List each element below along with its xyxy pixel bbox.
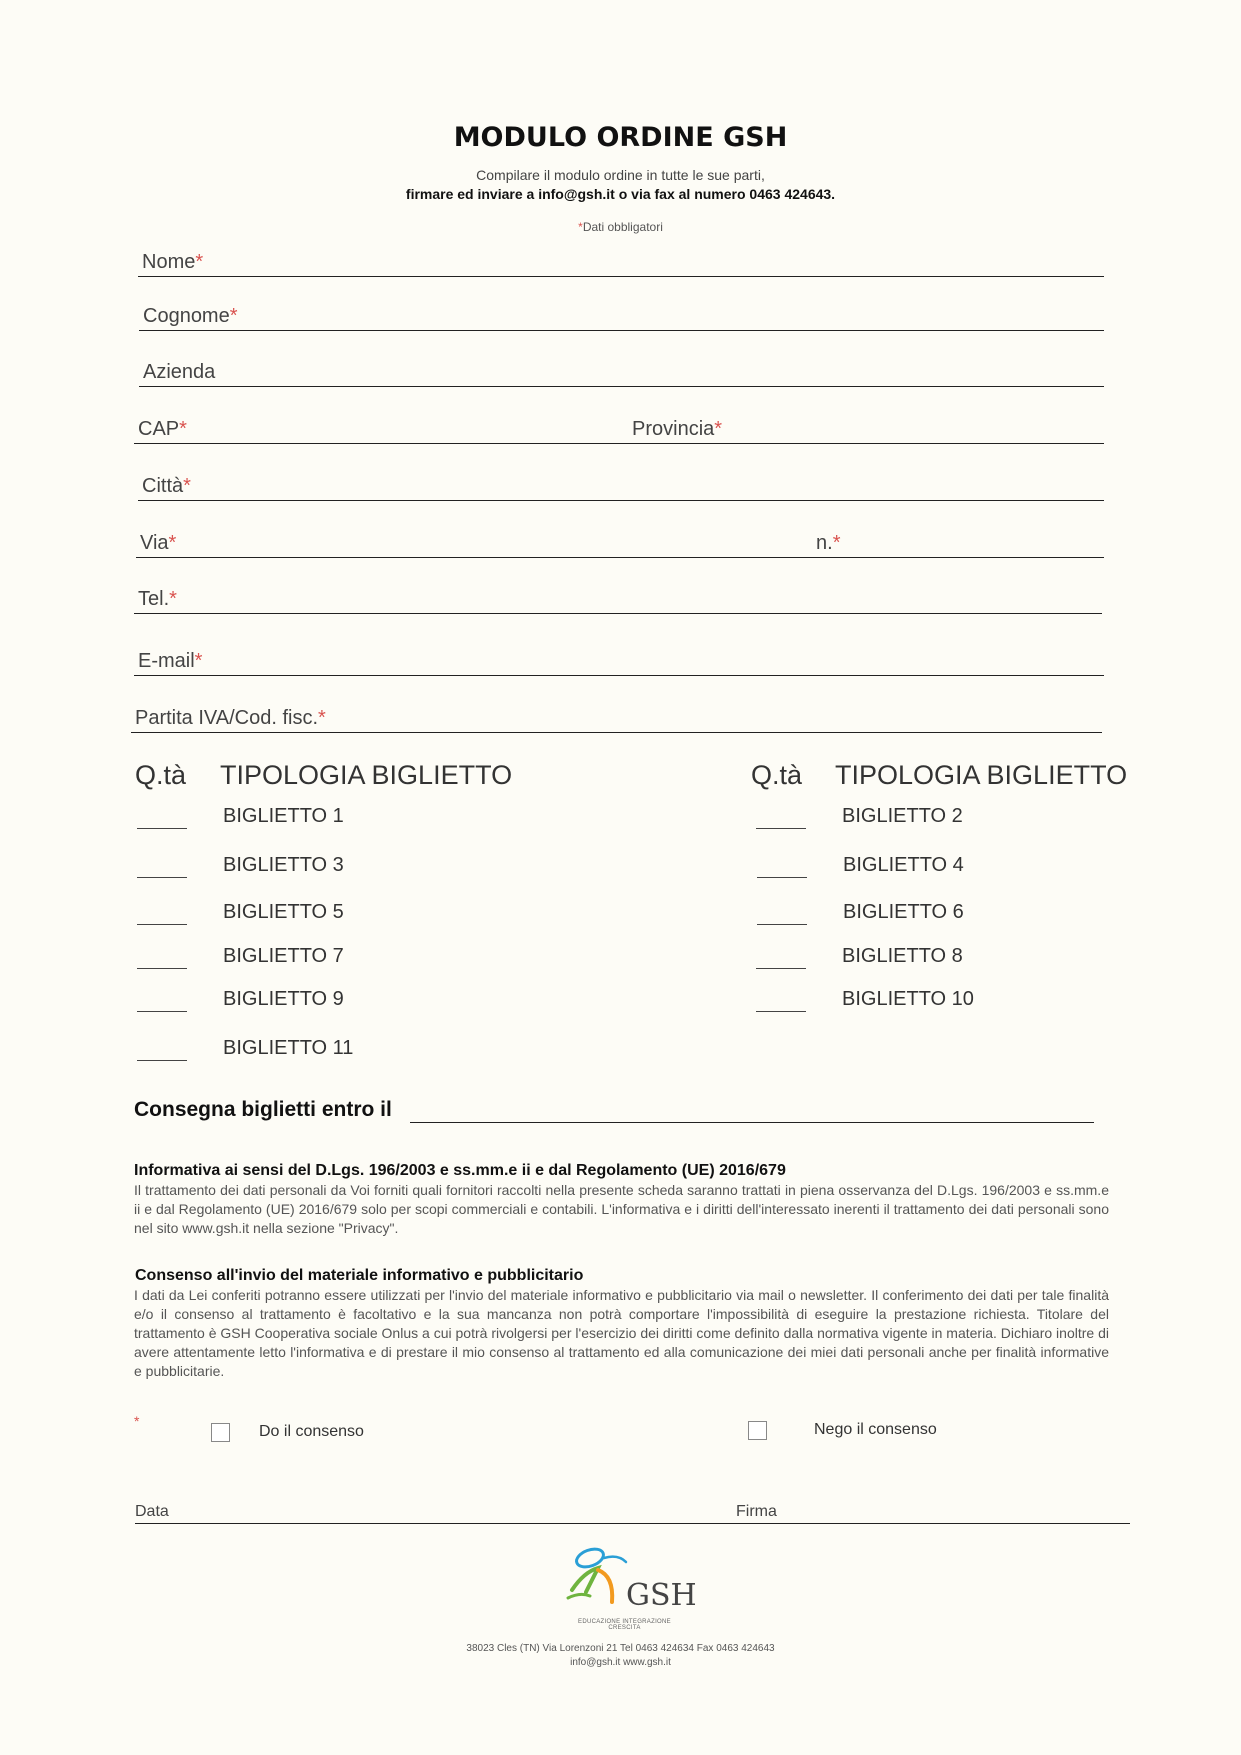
give-consent-label: Do il consenso — [259, 1423, 364, 1440]
ticket-label: BIGLIETTO 7 — [223, 945, 344, 967]
deny-consent-checkbox[interactable] — [748, 1421, 767, 1440]
citta-field[interactable]: Città* — [138, 472, 1104, 501]
piva-label: Partita IVA/Cod. fisc. — [135, 707, 319, 729]
qty-input-10[interactable] — [756, 1010, 806, 1012]
instructions-line-2: firmare ed inviare a info@gsh.it o via fax al numero 0463 424643. — [405, 186, 836, 202]
citta-label: Città — [142, 475, 184, 497]
ticket-label: BIGLIETTO 1 — [223, 805, 344, 827]
qty-input-7[interactable] — [137, 967, 187, 969]
logo-text: GSH — [626, 1578, 697, 1613]
instructions-line-1: Compilare il modulo ordine in tutte le sue parti, — [476, 167, 765, 183]
ticket-label: BIGLIETTO 8 — [842, 945, 963, 967]
email-field[interactable]: E-mail* — [134, 647, 1104, 676]
azienda-label: Azienda — [143, 361, 216, 383]
footer-address: 38023 Cles (TN) Via Lorenzoni 21 Tel 0463 424634 Fax 0463 424643 — [466, 1643, 775, 1654]
qty-input-4[interactable] — [757, 876, 807, 878]
delivery-date-input[interactable] — [410, 1122, 1094, 1123]
ticket-label: BIGLIETTO 6 — [843, 901, 964, 923]
qty-input-3[interactable] — [137, 876, 187, 878]
piva-field[interactable]: Partita IVA/Cod. fisc.* — [131, 704, 1102, 733]
tel-label: Tel. — [138, 588, 170, 610]
qty-input-6[interactable] — [757, 923, 807, 925]
qty-input-9[interactable] — [137, 1010, 187, 1012]
logo-tagline: EDUCAZIONE INTEGRAZIONE CRESCITA — [578, 1619, 671, 1631]
qty-header-left: Q.tà — [135, 760, 187, 790]
qty-input-11[interactable] — [137, 1059, 187, 1061]
qty-header-right: Q.tà — [751, 760, 803, 790]
ticket-label: BIGLIETTO 3 — [223, 854, 344, 876]
consent-required-mark: * — [134, 1413, 140, 1429]
provincia-field[interactable]: Provincia* — [628, 415, 1104, 444]
ticket-label: BIGLIETTO 5 — [223, 901, 344, 923]
via-label: Via — [140, 532, 169, 554]
nome-field[interactable]: Nome* — [138, 248, 1104, 277]
page-title: MODULO ORDINE GSH — [453, 122, 788, 153]
signature-label: Firma — [736, 1503, 777, 1520]
delivery-label: Consegna biglietti entro il — [134, 1098, 392, 1121]
type-header-right: TIPOLOGIA BIGLIETTO — [835, 760, 1128, 790]
deny-consent-label: Nego il consenso — [814, 1421, 937, 1438]
date-field[interactable] — [135, 1501, 738, 1524]
ticket-label: BIGLIETTO 9 — [223, 988, 344, 1010]
ticket-label: BIGLIETTO 10 — [842, 988, 974, 1010]
numero-label: n. — [816, 532, 833, 554]
signature-field[interactable] — [736, 1501, 1130, 1524]
provincia-label: Provincia — [632, 418, 715, 440]
ticket-label: BIGLIETTO 2 — [842, 805, 963, 827]
azienda-field[interactable] — [139, 358, 1104, 387]
via-field[interactable]: Via* — [136, 529, 816, 558]
cap-label: CAP — [138, 418, 180, 440]
email-label: E-mail — [138, 650, 195, 672]
ticket-label: BIGLIETTO 4 — [843, 854, 964, 876]
footer-contacts: info@gsh.it www.gsh.it — [570, 1657, 671, 1668]
qty-input-5[interactable] — [137, 923, 187, 925]
qty-input-8[interactable] — [756, 967, 806, 969]
cognome-label: Cognome — [143, 305, 230, 327]
privacy-text: Il trattamento dei dati personali da Voi forniti quali fornitori raccolti nella presente scheda saranno trattati in piena osservanza del D.Lgs. 196/2003 e ss.mm.e ii e dal Regolamento (UE) 2016/679 solo per scopi commerciali e contabili. L'informativa e i diritti dell'interessato inerenti il trattamento dei dati personali sono nel sito www.gsh.it nella sezione "Privacy". — [134, 1182, 1109, 1236]
privacy-title: Informativa ai sensi del D.Lgs. 196/2003 e ss.mm.e ii e dal Regolamento (UE) 2016/679 — [134, 1162, 786, 1179]
qty-input-2[interactable] — [756, 827, 806, 829]
consent-text: I dati da Lei conferiti potranno essere utilizzati per l'invio del materiale informativo e pubblicitario via mail o newsletter. Il conferimento dei dati per tale finalità e/o il consenso al trattamento è facoltativo e la sua mancanza non potrà comportare l'impossibilità di eseguire la prestazione richiesta. Titolare del trattamento è GSH Cooperativa sociale Onlus a cui potrà rivolgersi per l'esercizio dei diritti come definito dalla normativa vigente in materia. Dichiaro inoltre di avere attentamente letto l'informativa e di prestare il mio consenso al trattamento ed alla comunicazione dei miei dati personali anche per finalità informative e pubblicitarie. — [134, 1287, 1109, 1379]
type-header-left: TIPOLOGIA BIGLIETTO — [220, 760, 513, 790]
nome-label: Nome — [142, 251, 196, 273]
cognome-field[interactable]: Cognome* — [139, 302, 1104, 331]
cap-field[interactable]: CAP* — [134, 415, 630, 444]
numero-field[interactable]: n.* — [812, 529, 1104, 558]
required-note: *Dati obbligatori — [578, 220, 663, 234]
give-consent-checkbox[interactable] — [211, 1423, 230, 1442]
gsh-logo — [562, 1540, 697, 1631]
ticket-label: BIGLIETTO 11 — [223, 1037, 354, 1059]
qty-input-1[interactable] — [137, 827, 187, 829]
consent-title: Consenso all'invio del materiale informativo e pubblicitario — [135, 1267, 584, 1284]
tel-field[interactable]: Tel.* — [134, 585, 1102, 614]
date-label: Data — [135, 1503, 169, 1520]
